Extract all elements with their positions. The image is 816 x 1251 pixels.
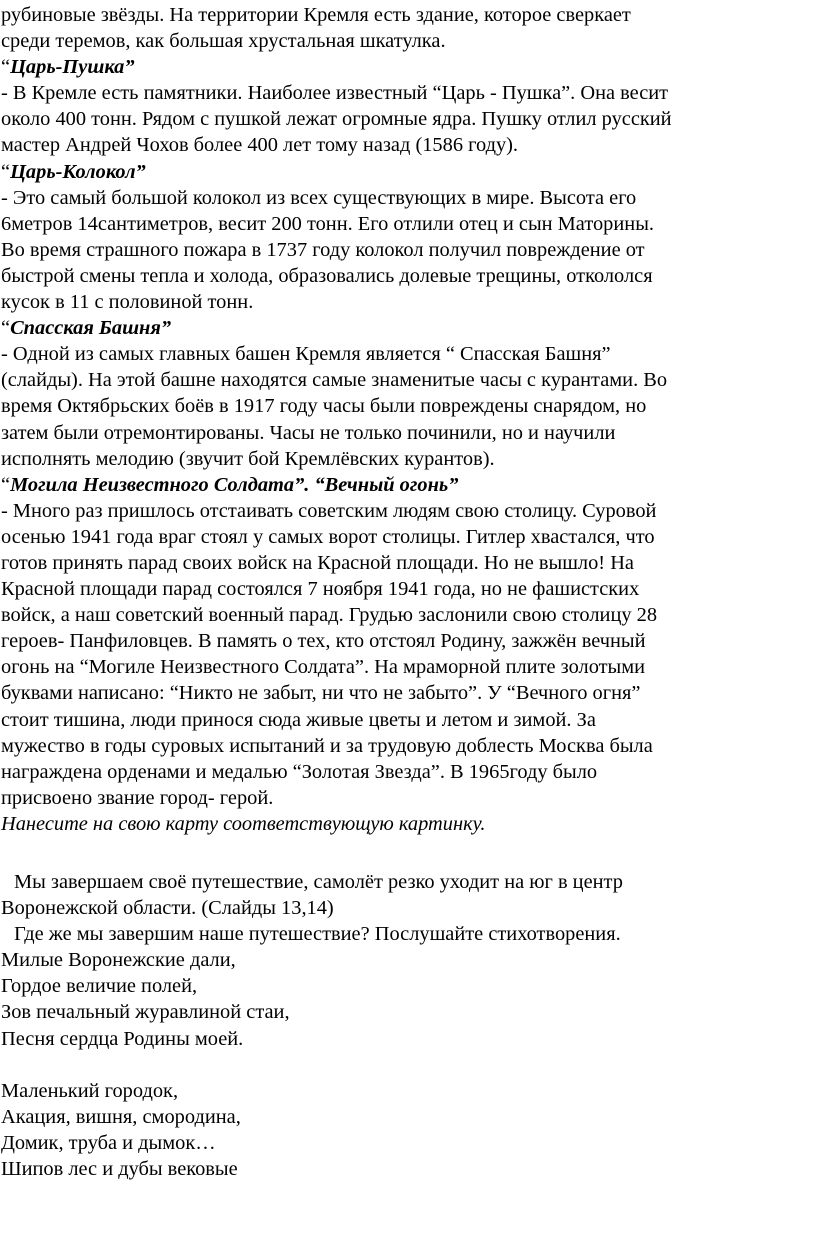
text-line: буквами написано: “Никто не забыт, ни что не забыто”. У “Вечного огня”	[1, 682, 641, 705]
heading-open-quote: “	[1, 317, 11, 340]
text-line: время Октябрьских боёв в 1917 году часы были повреждены снарядом, но	[1, 395, 647, 418]
text-line: осенью 1941 года враг стоял у самых ворот столицы. Гитлер хвастался, что	[1, 525, 655, 548]
poem-line: Шипов лес и дубы вековые	[1, 1158, 238, 1181]
heading-title: Царь-Колокол”	[10, 160, 146, 183]
text-line: мужество в годы суровых испытаний и за трудовую доблесть Москва была	[1, 734, 653, 757]
text-line: (слайды). На этой башне находятся самые знаменитые часы с курантами. Во	[1, 369, 668, 392]
text-line: - Много раз пришлось отстаивать советским людям свою столицу. Суровой	[1, 499, 657, 522]
stanza-gap	[1, 1052, 816, 1078]
text-line: - В Кремле есть памятники. Наиболее известный “Царь - Пушка”. Она весит	[1, 82, 669, 105]
text-line: 6метров 14сантиметров, весит 200 тонн. Его отлили отец и сын Маторины.	[1, 212, 654, 235]
heading-title: Спасская Башня”	[10, 317, 172, 340]
closing-question: Где же мы завершим наше путешествие? Послушайте стихотворения.	[14, 923, 621, 946]
text-line: около 400 тонн. Рядом с пушкой лежат огромные ядра. Пушку отлил русский	[1, 108, 672, 131]
heading-open-quote: “	[1, 160, 11, 183]
text-line: - Это самый большой колокол из всех существующих в мире. Высота его	[1, 186, 637, 209]
section-heading-tsar-bell	[1, 159, 816, 185]
section-heading-spasskaya-tower	[1, 315, 816, 341]
text-line: присвоено звание город- герой.	[1, 786, 274, 809]
heading-open-quote: “	[1, 473, 11, 496]
text-line: готов принять парад своих войск на Красной площади. Но не вышло! На	[1, 551, 634, 574]
text-line: затем были отремонтированы. Часы не только починили, но и научили	[1, 421, 616, 444]
closing-paragraph-line: Мы завершаем своё путешествие, самолёт резко уходит на юг в центр	[14, 871, 623, 893]
closing-paragraph-line: Воронежской области. (Слайды 13,14)	[1, 897, 334, 920]
paragraph-gap	[1, 837, 816, 869]
text-line: исполнять мелодию (звучит бой Кремлёвских курантов).	[1, 447, 495, 470]
poem-line: Милые Воронежские дали,	[1, 949, 236, 972]
poem-line: Гордое величие полей,	[1, 975, 198, 998]
text-line: награждена орденами и медалью “Золотая Звезда”. В 1965году было	[1, 760, 598, 783]
text-line: стоит тишина, люди принося сюда живые цветы и летом и зимой. За	[1, 708, 596, 731]
poem-line: Маленький городок,	[1, 1079, 179, 1102]
text-line: кусок в 11 с половиной тонн.	[1, 291, 254, 314]
heading-open-quote: “	[1, 56, 11, 79]
text-line: рубиновые звёзды. На территории Кремля есть здание, которое сверкает	[1, 4, 631, 26]
section-heading-unknown-soldier	[1, 472, 816, 498]
text-line: - Одной из самых главных башен Кремля является “ Спасская Башня”	[1, 343, 611, 366]
text-line: Красной площади парад состоялся 7 ноября 1941 года, но не фашистских	[1, 578, 640, 601]
text-line: среди теремов, как большая хрустальная шкатулка.	[1, 30, 446, 53]
text-line: огонь на “Могиле Неизвестного Солдата”. На мраморной плите золотыми	[1, 656, 646, 679]
section-heading-tsar-cannon	[1, 54, 816, 80]
poem-line: Акация, вишня, смородина,	[1, 1105, 241, 1128]
instruction-text: Нанесите на свою карту соответствующую картинку.	[1, 812, 486, 835]
heading-title: Царь-Пушка”	[10, 56, 135, 79]
text-line: войск, а наш советский военный парад. Грудью заслонили свою столицу 28	[1, 604, 658, 627]
poem-line: Песня сердца Родины моей.	[1, 1027, 244, 1050]
poem-line: Домик, труба и дымок…	[1, 1131, 216, 1154]
heading-title: Могила Неизвестного Солдата”. “Вечный огонь”	[10, 473, 459, 496]
text-line: быстрой смены тепла и холода, образовались долевые трещины, откололся	[1, 264, 653, 287]
text-line: героев- Панфиловцев. В память о тех, кто отстоял Родину, зажжён вечный	[1, 630, 646, 653]
text-line: мастер Андрей Чохов более 400 лет тому назад (1586 году).	[1, 134, 519, 157]
poem-line: Зов печальный журавлиной стаи,	[1, 1001, 290, 1024]
text-line: Во время страшного пожара в 1737 году колокол получил повреждение от	[1, 238, 645, 261]
